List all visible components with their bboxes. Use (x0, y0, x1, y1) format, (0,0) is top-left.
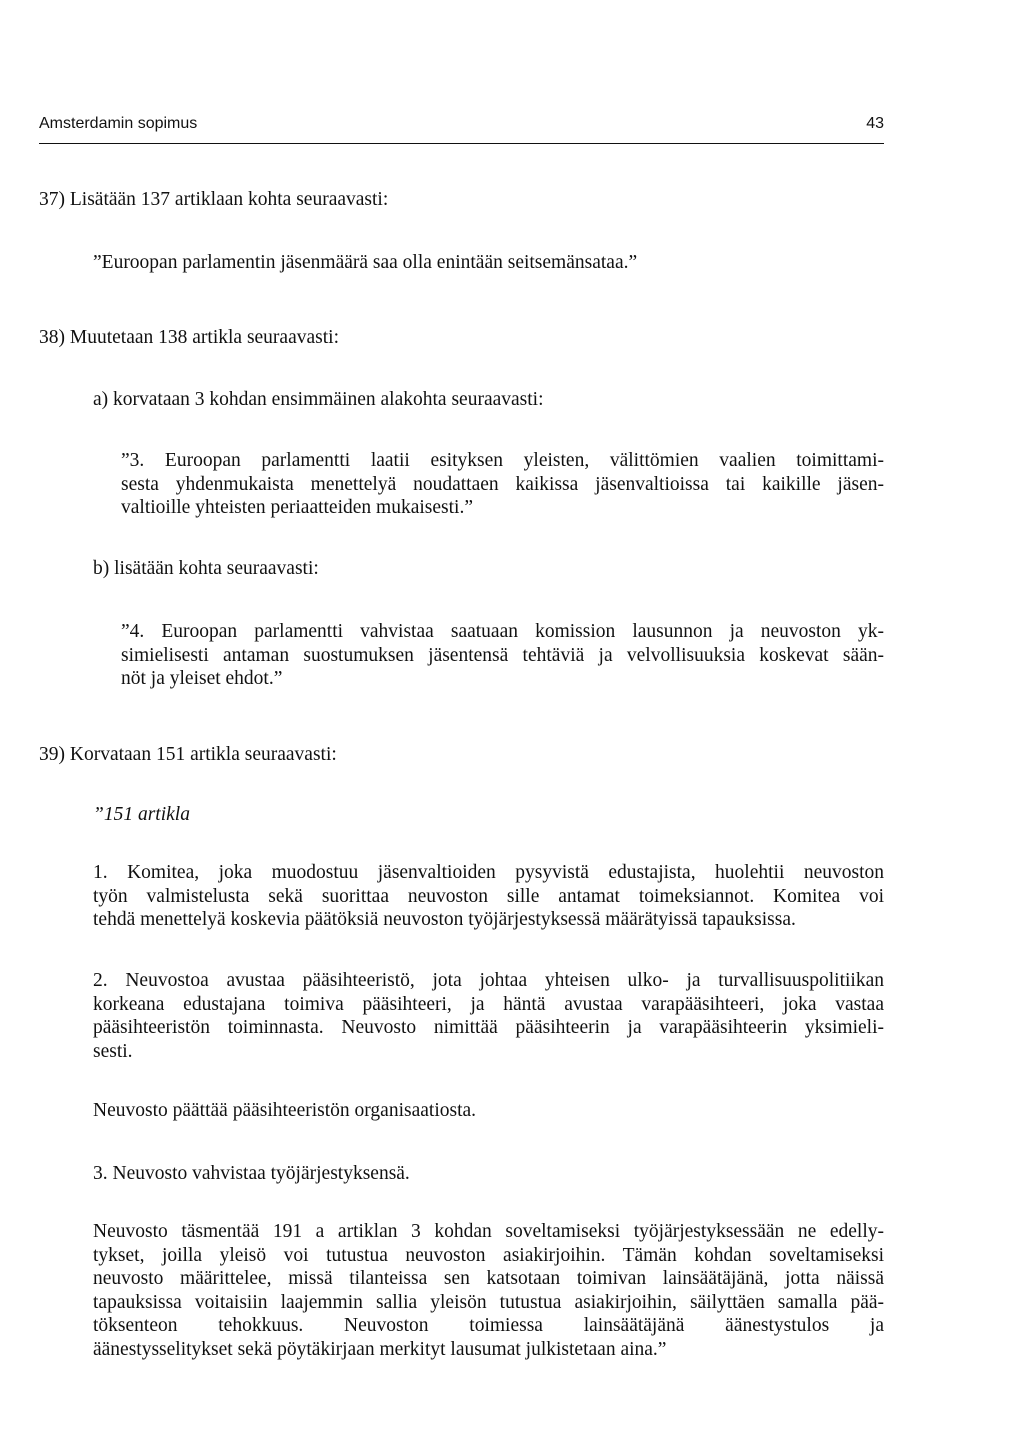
paragraph-line: neuvosto määrittelee, missä tilanteissa sen katsotaan toimivan lainsäätäjänä, jotta näissä (93, 1268, 884, 1289)
paragraph-line: Neuvosto täsmentää 191 a artiklan 3 kohdan soveltamiseksi työjärjestyksessään ne edelly- (93, 1221, 884, 1242)
paragraph-line: sesta yhdenmukaista menettelyä noudattaen kaikissa jäsenvaltioissa tai kaikille jäsen- (121, 473, 884, 495)
paragraph-line: valtioille yhteisten periaatteiden mukaisesti.” (121, 497, 473, 518)
paragraph-line: tykset, joilla yleisö voi tutustua neuvoston asiakirjoihin. Tämän kohdan soveltamiseksi (93, 1244, 884, 1266)
article-151-paragraph-3: 3. Neuvosto vahvistaa työjärjestyksensä. (93, 1163, 410, 1184)
paragraph-line: nöt ja yleiset ehdot.” (121, 668, 283, 689)
item-38-paragraph-4 (121, 620, 884, 691)
paragraph-line: korkeana edustajana toimiva pääsihteeri, ja häntä avustaa varapääsihteeri, joka vastaa (93, 993, 884, 1015)
article-151-paragraph-2 (93, 969, 884, 1063)
item-37-heading: 37) Lisätään 137 artiklaan kohta seuraavasti: (39, 189, 389, 210)
item-38-sub-b: b) lisätään kohta seuraavasti: (93, 558, 319, 579)
article-151-paragraph-2b: Neuvosto päättää pääsihteeristön organisaatiosta. (93, 1100, 477, 1121)
paragraph-line: 1. Komitea, joka muodostuu jäsenvaltioiden pysyvistä edustajista, huolehtii neuvoston (93, 862, 884, 883)
item-38-sub-a: a) korvataan 3 kohdan ensimmäinen alakohta seuraavasti: (93, 389, 544, 410)
article-151-title: ”151 artikla (93, 804, 190, 825)
paragraph-line: simielisesti antaman suostumuksen jäsentensä tehtäviä ja velvollisuuksia koskevat sään- (121, 644, 884, 666)
page-header (39, 113, 884, 144)
paragraph-line: ”4. Euroopan parlamentti vahvistaa saatuaan komission lausunnon ja neuvoston yk- (121, 621, 884, 642)
item-37-quote: ”Euroopan parlamentin jäsenmäärä saa olla enintään seitsemänsataa.” (93, 252, 638, 273)
paragraph-line: ”3. Euroopan parlamentti laatii esityksen yleisten, välittömien vaalien toimittami- (121, 450, 884, 471)
article-151-paragraph-1 (93, 861, 884, 932)
paragraph-line: tapauksissa voitaisiin laajemmin sallia yleisön tutustua asiakirjoihin, säilyttäen samalla pää- (93, 1291, 884, 1313)
paragraph-line: töksenteon tehokkuus. Neuvoston toimiessa lainsäätäjänä äänestystulos ja (93, 1315, 884, 1336)
paragraph-line: 2. Neuvostoa avustaa pääsihteeristö, jota johtaa yhteisen ulko- ja turvallisuuspolitiikan (93, 970, 884, 991)
header-title: Amsterdamin sopimus (39, 115, 198, 132)
page-number: 43 (866, 115, 884, 132)
item-38-paragraph-3 (121, 449, 884, 520)
item-38-heading: 38) Muutetaan 138 artikla seuraavasti: (39, 327, 339, 348)
paragraph-line: työn valmistelusta sekä suorittaa neuvoston sille antamat toimeksiannot. Komitea voi (93, 885, 884, 907)
paragraph-line: tehdä menettelyä koskevia päätöksiä neuvoston työjärjestyksessä määrätyissä tapauksissa. (93, 909, 796, 930)
paragraph-line: äänestysselitykset sekä pöytäkirjaan merkityt lausumat julkistetaan aina.” (93, 1338, 667, 1360)
article-151-paragraph-4 (93, 1220, 884, 1361)
item-39-heading: 39) Korvataan 151 artikla seuraavasti: (39, 744, 337, 765)
paragraph-line: pääsihteeristön toiminnasta. Neuvosto nimittää pääsihteerin ja varapääsihteerin yksimieli- (93, 1017, 884, 1038)
paragraph-line: sesti. (93, 1040, 133, 1062)
